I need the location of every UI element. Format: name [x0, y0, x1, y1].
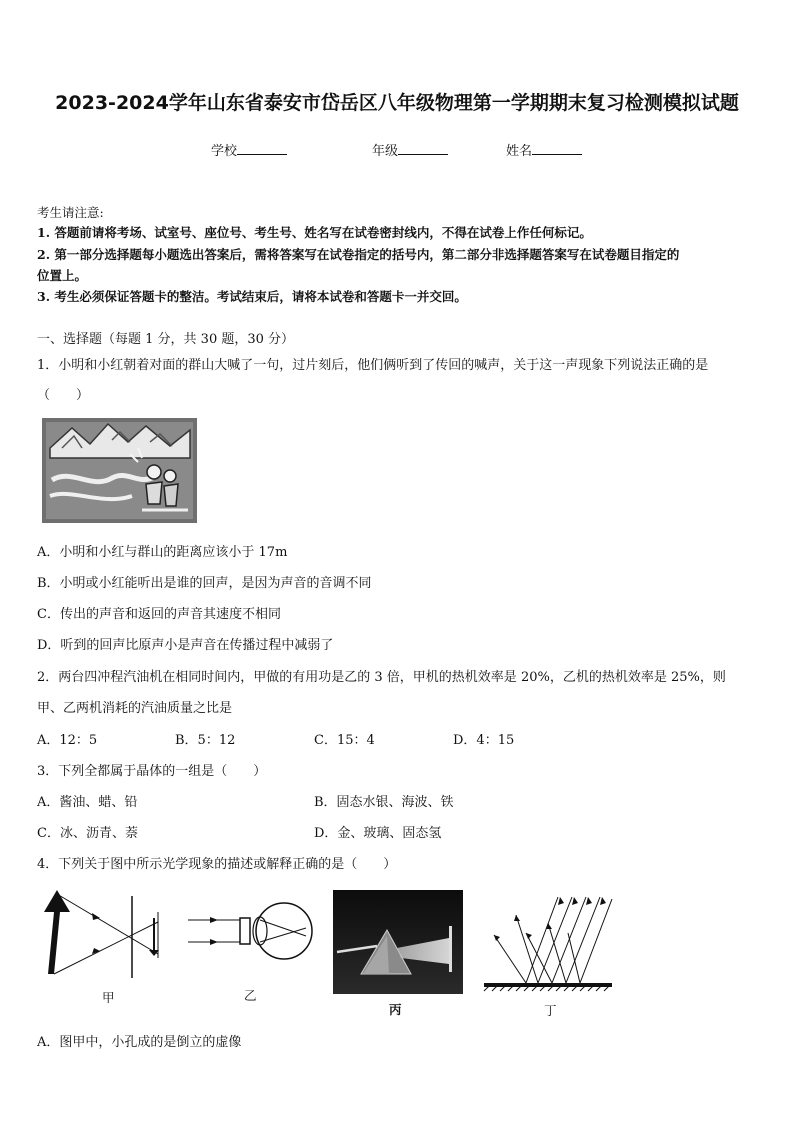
- school-blank[interactable]: [237, 141, 287, 155]
- figure-bing: [333, 890, 463, 1018]
- q1-option-b: B．小明或小红能听出是谁的回声，是因为声音的音调不同: [37, 576, 372, 591]
- diffuse-reflection-diagram: [482, 893, 617, 997]
- grade-label: 年级: [372, 144, 399, 159]
- eye-lens-diagram: [186, 900, 321, 970]
- q3-option-c: C．冰、沥青、萘: [37, 826, 138, 841]
- notice-item-3: 3. 考生必须保证答题卡的整洁。考试结束后，请将本试卷和答题卡一并交回。: [37, 289, 467, 304]
- school-label: 学校: [211, 144, 238, 159]
- notice-item-1: 1. 答题前请将考场、试室号、座位号、考生号、姓名写在试卷密封线内，不得在试卷上作任何标记。: [37, 225, 592, 240]
- figure-jia-label: 甲: [102, 990, 115, 1005]
- grade-field: [372, 140, 448, 159]
- pinhole-diagram: [40, 888, 170, 980]
- q1-answer-paren: （ ）: [37, 388, 90, 403]
- figure-bing-label: 丙: [389, 1002, 402, 1017]
- name-field: [506, 140, 582, 159]
- notice-item-2-cont: 位置上。: [37, 268, 88, 283]
- q2-stem-line2: 甲、乙两机消耗的汽油质量之比是: [37, 701, 233, 716]
- figure-jia: [40, 888, 170, 1008]
- q2-option-c: C．15：4: [314, 733, 375, 748]
- page-title: 2023-2024学年山东省泰安市岱岳区八年级物理第一学期期末复习检测模拟试题: [55, 92, 739, 114]
- q4-stem: 4．下列关于图中所示光学现象的描述或解释正确的是（ ）: [37, 857, 397, 872]
- figure-ding-label: 丁: [544, 1003, 557, 1018]
- q2-option-b: B．5：12: [175, 733, 236, 748]
- q2-option-a: A．12：5: [37, 733, 98, 748]
- section-heading: 一、选择题（每题 1 分，共 30 题，30 分）: [37, 332, 295, 347]
- q3-stem: 3．下列全都属于晶体的一组是（ ）: [37, 764, 267, 779]
- q1-stem: 1．小明和小红朝着对面的群山大喊了一句，过片刻后，他们俩听到了传回的喊声，关于这一声现象下列说法正确的是: [37, 358, 709, 373]
- q1-option-a: A．小明和小红与群山的距离应该小于 17m: [37, 545, 288, 560]
- figure-yi-label: 乙: [244, 988, 257, 1003]
- mountain-shout-image: [42, 418, 197, 523]
- q4-option-a: A．图甲中，小孔成的是倒立的虚像: [37, 1035, 242, 1050]
- prism-photo: [333, 890, 463, 994]
- school-field: [211, 140, 287, 159]
- grade-blank[interactable]: [398, 141, 448, 155]
- q1-echo-illustration: [42, 418, 197, 523]
- q1-option-c: C．传出的声音和返回的声音其速度不相同: [37, 607, 281, 622]
- q3-option-a: A．酱油、蜡、铅: [37, 795, 138, 810]
- notice-item-2: 2. 第一部分选择题每小题选出答案后，需将答案写在试卷指定的括号内，第二部分非选择题答案写在试卷题目指定的: [37, 247, 680, 262]
- name-label: 姓名: [506, 144, 533, 159]
- name-blank[interactable]: [532, 141, 582, 155]
- q1-option-d: D．听到的回声比原声小是声音在传播过程中减弱了: [37, 638, 334, 653]
- q3-option-b: B．固态水银、海波、铁: [314, 795, 454, 810]
- figure-yi: [186, 900, 321, 1008]
- notice-heading: 考生请注意:: [37, 205, 104, 220]
- figure-ding: [482, 893, 617, 1018]
- q2-stem-line1: 2．两台四冲程汽油机在相同时间内，甲做的有用功是乙的 3 倍，甲机的热机效率是 20%，乙机的热机效率是 25%，则: [37, 670, 726, 685]
- q3-option-d: D．金、玻璃、固态氢: [314, 826, 442, 841]
- q2-option-d: D．4：15: [453, 733, 515, 748]
